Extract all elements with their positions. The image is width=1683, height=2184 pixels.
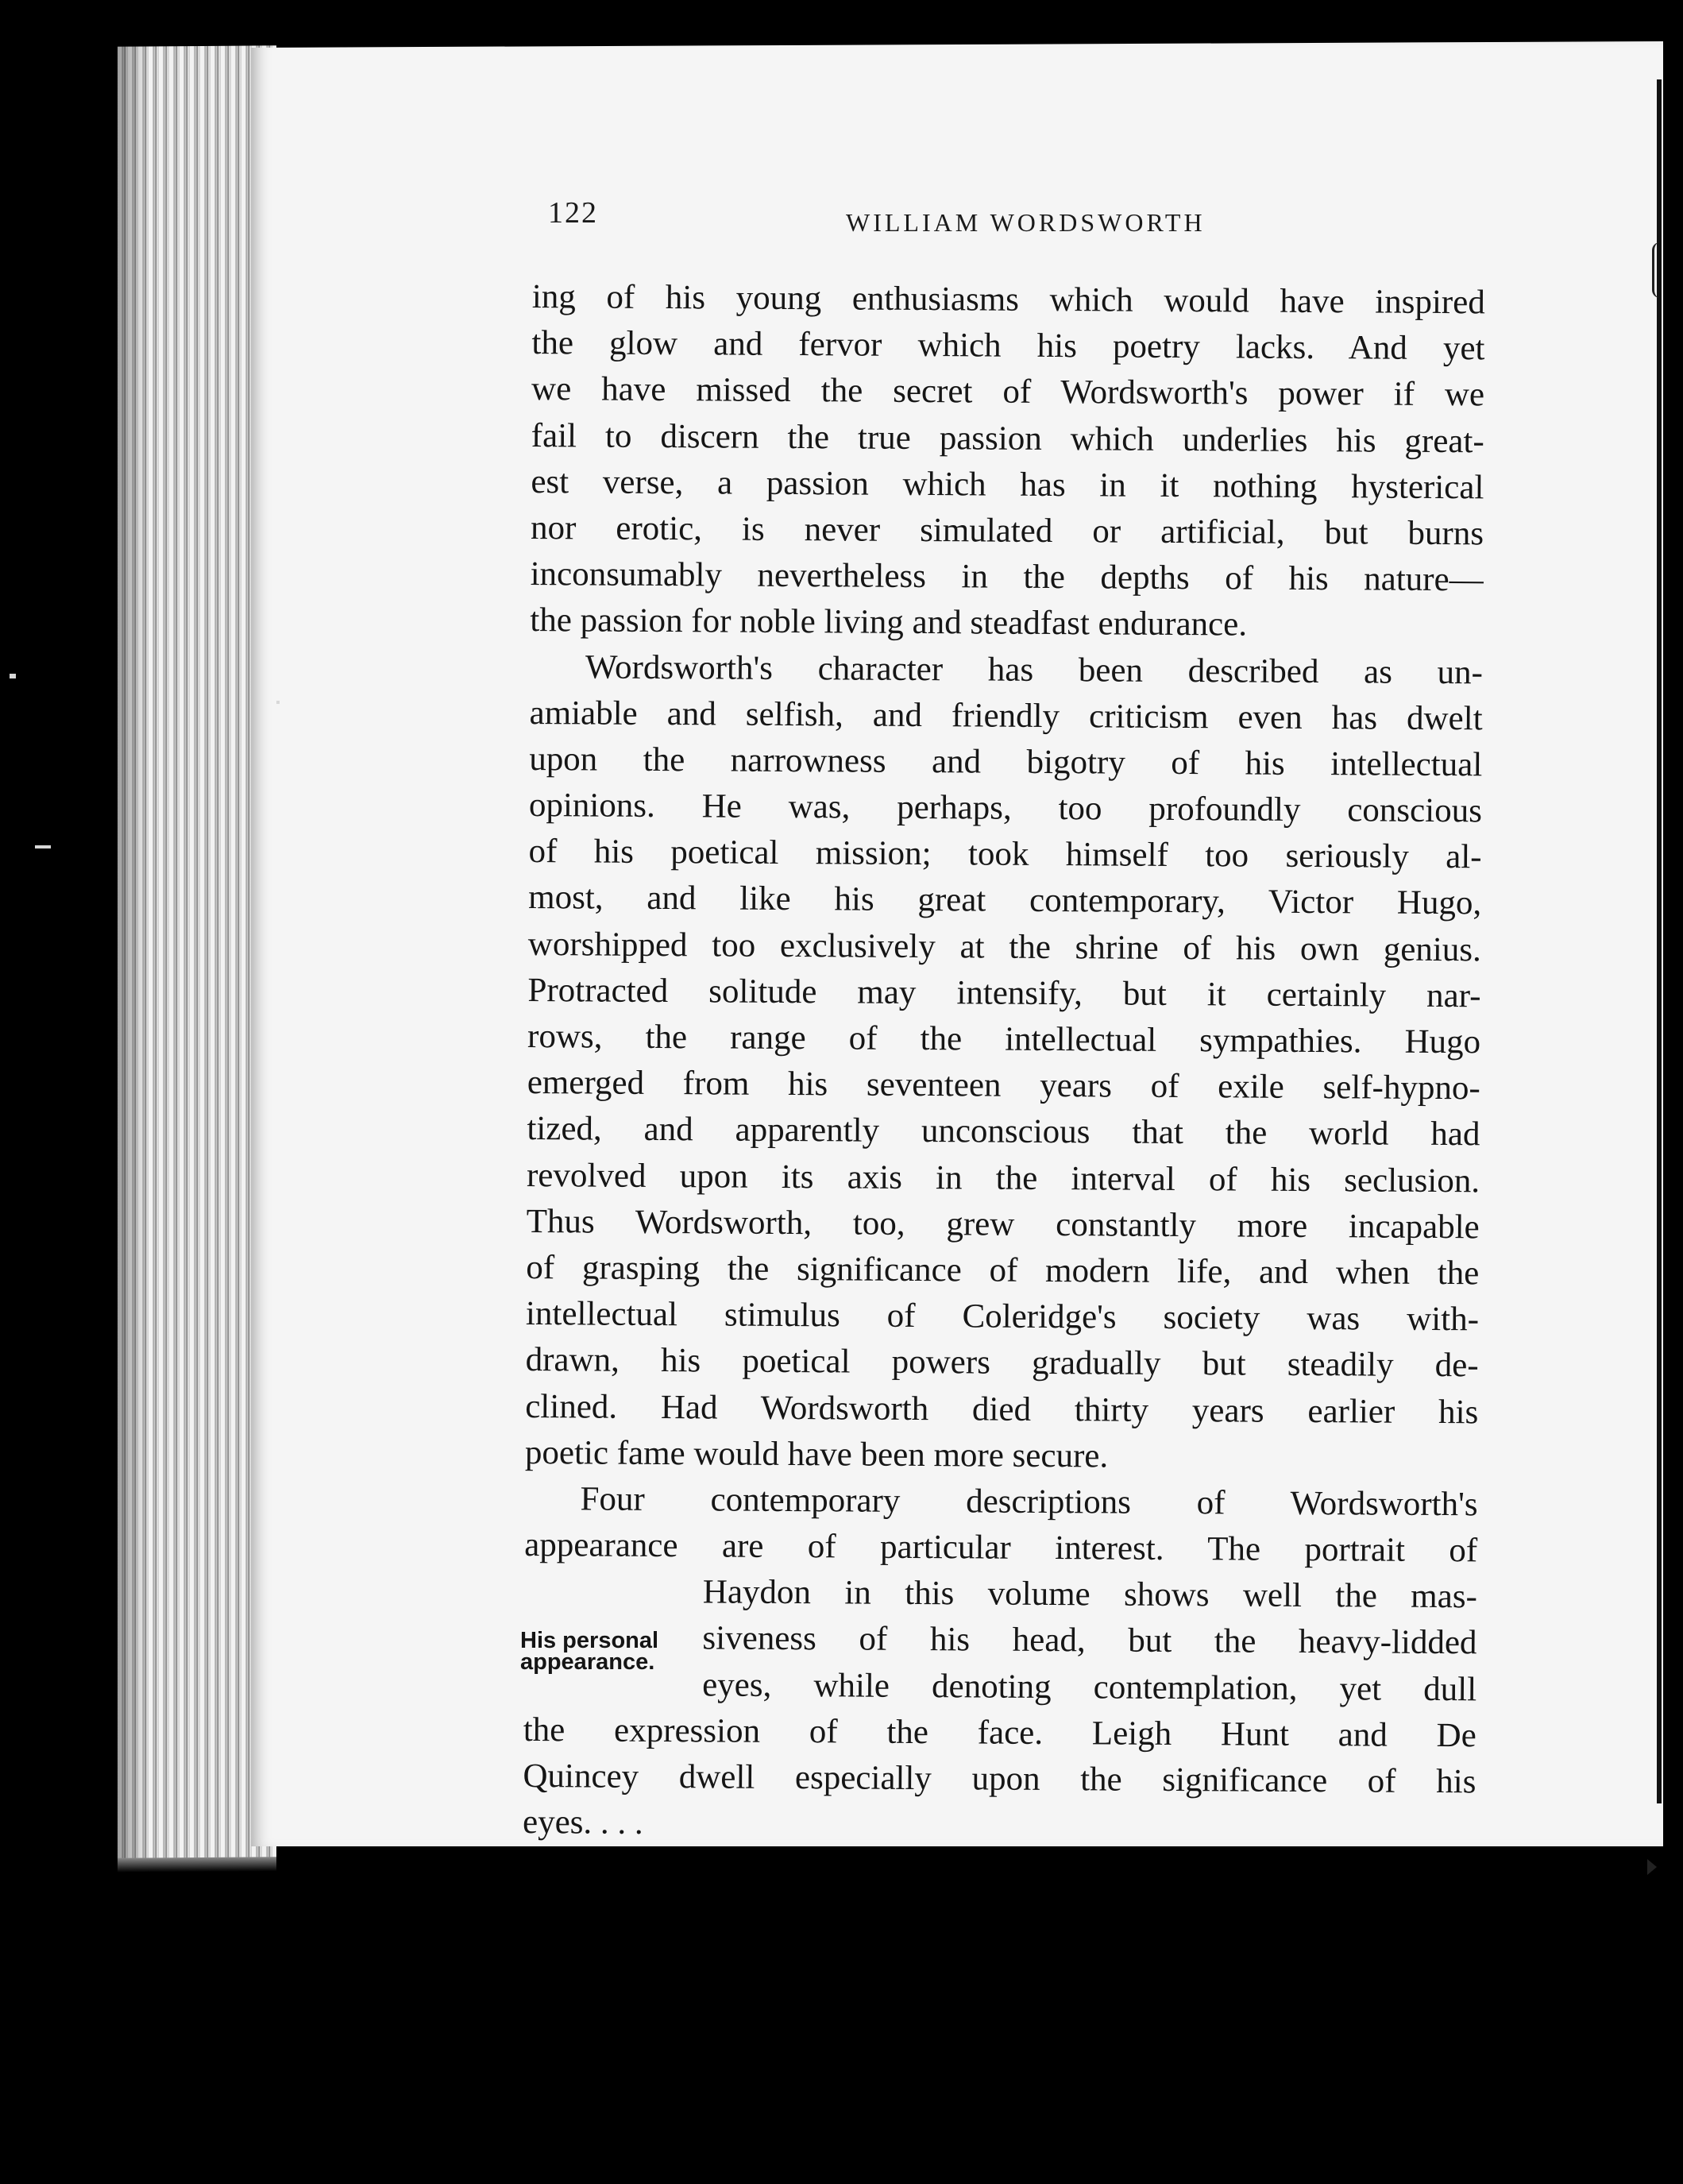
text-line: fail to discern the true passion which underlies his great- — [531, 416, 1484, 460]
text-line: opinions. He was, perhaps, too profoundly conscious — [528, 787, 1483, 830]
text-line: nor erotic, is never simulated or artificial, but burns — [530, 508, 1484, 553]
text-line: the passion for noble living and steadfast endurance. — [530, 601, 1248, 644]
text-line: we have missed the secret of Wordsworth's power if we — [531, 370, 1485, 414]
text-line: Protracted solitude may intensify, but it certainly nar- — [527, 971, 1481, 1015]
text-line: tized, and apparently unconscious that the world had — [527, 1110, 1480, 1154]
text-line: drawn, his poetical powers gradually but steadily de- — [525, 1341, 1479, 1385]
running-title: WILLIAM WORDSWORTH — [846, 208, 1206, 237]
body-text — [523, 274, 1485, 1852]
text-line: revolved upon its axis in the interval of his seclusion. — [526, 1156, 1480, 1200]
text-line: of grasping the significance of modern life, and when the — [526, 1248, 1480, 1293]
scan-speck — [35, 845, 51, 848]
text-line: emerged from his seventeen years of exile self-hypno- — [527, 1064, 1480, 1107]
text-line: the glow and fervor which his poetry lacks. And yet — [531, 324, 1485, 368]
text-line: eyes, while denoting contemplation, yet dull — [702, 1665, 1477, 1708]
text-line: the expression of the face. Leigh Hunt and De — [523, 1710, 1476, 1755]
text-line: intellectual stimulus of Coleridge's society was with- — [525, 1295, 1480, 1339]
text-line: rows, the range of the intellectual sympathies. Hugo — [527, 1017, 1481, 1061]
text-line: eyes. . . . — [522, 1803, 643, 1842]
text-line: siveness of his head, but the heavy-lidded — [702, 1619, 1477, 1662]
text-line: Haydon in this volume shows well the mas- — [702, 1573, 1477, 1616]
binding-mark-top — [1652, 242, 1662, 298]
text-line: est verse, a passion which has in it nothing hysterical — [531, 462, 1484, 507]
text-line: of his poetical mission; took himself too seriously al- — [528, 833, 1482, 876]
text-line: Thus Wordsworth, too, grew constantly more incapable — [526, 1202, 1480, 1247]
text-line: worshipped too exclusively at the shrine of his own genius. — [527, 925, 1481, 968]
margin-note-line: appearance. — [520, 1649, 655, 1675]
margin-note-line: His personal — [520, 1628, 659, 1653]
scan-speck — [10, 674, 16, 678]
scan-speck — [276, 701, 280, 704]
text-line: inconsumably nevertheless in the depths of his nature— — [530, 555, 1484, 599]
text-line: poetic fame would have been more secure. — [524, 1433, 1109, 1475]
text-line: clined. Had Wordsworth died thirty years earlier his — [525, 1387, 1479, 1431]
binding-rule — [1657, 79, 1662, 1803]
page-number: 122 — [548, 196, 598, 230]
text-line: appearance are of particular interest. The portrait of — [524, 1526, 1478, 1570]
text-line: Wordsworth's character has been described as un- — [585, 647, 1484, 691]
text-line: upon the narrowness and bigotry of his intellectual — [529, 740, 1483, 784]
text-line: most, and like his great contemporary, Victor Hugo, — [528, 879, 1482, 922]
text-line: Quincey dwell especially upon the significance of his — [523, 1757, 1476, 1801]
text-line: amiable and selfish, and friendly criticism even has dwelt — [529, 694, 1483, 738]
text-line: ing of his young enthusiasms which would have inspired — [531, 277, 1485, 322]
text-line: Four contemporary descriptions of Wordsworth's — [580, 1480, 1478, 1524]
